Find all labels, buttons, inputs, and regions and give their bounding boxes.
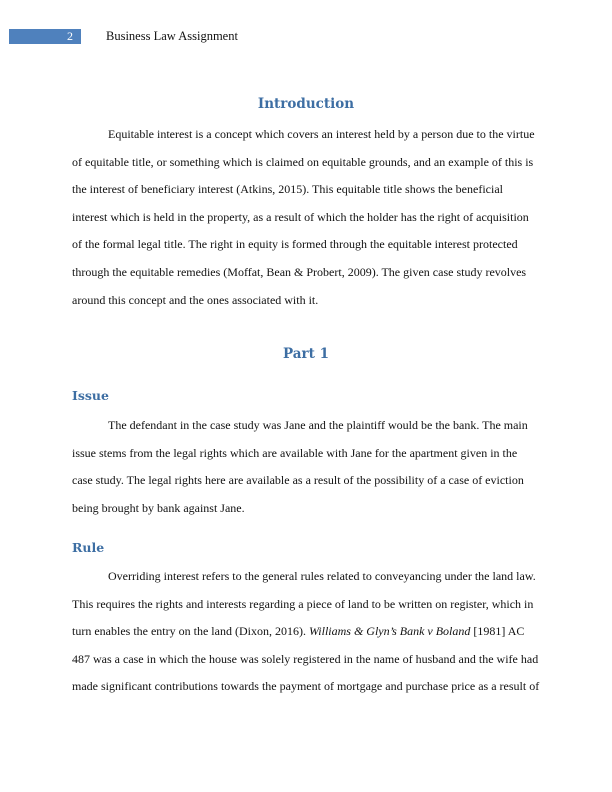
running-header-title: Business Law Assignment [106,29,238,43]
introduction-heading: Introduction [257,96,355,112]
issue-heading: Issue [72,388,109,403]
part-1-heading: Part 1 [283,346,329,362]
issue-paragraph: The defendant in the case study was Jane and the plaintiff would be the bank. The main issue stems from the legal rights which are available with Jane for the apartment given in the case study. The legal rights here are available as a result of the possibility of a case of eviction being brought by bank against Jane. [72,418,528,515]
rule-heading: Rule [72,540,105,555]
rule-paragraph [72,563,540,701]
page-number: 2 [9,29,81,44]
rule-paragraph-end: [1981] AC 487 was a case in which the house was solely registered in the name of husband and the wife had made significant contributions towards the payment of mortgage and purchase price as a result of [72,624,540,694]
case-name: Williams & Glyn’s Bank v Boland [308,624,471,639]
introduction-paragraph: Equitable interest is a concept which covers an interest held by a person due to the virtue of equitable title, or something which is claimed on equitable grounds, and an example of this is the interest of beneficiary interest (Atkins, 2015). This equitable title shows the beneficial interest which is held in the property, as a result of which the holder has the right of acquisition of the formal legal title. The right in equity is formed through the equitable interest protected through the equitable remedies (Moffat, Bean & Probert, 2009). The given case study revolves around this concept and the ones associated with it. [72,127,535,307]
rule-paragraph-start: Overriding interest refers to the general rules related to conveyancing under the land law. This requires the rights and interests regarding a piece of land to be written on register, which in turn enables the entry on the land (Dixon, 2016). [72,569,536,639]
